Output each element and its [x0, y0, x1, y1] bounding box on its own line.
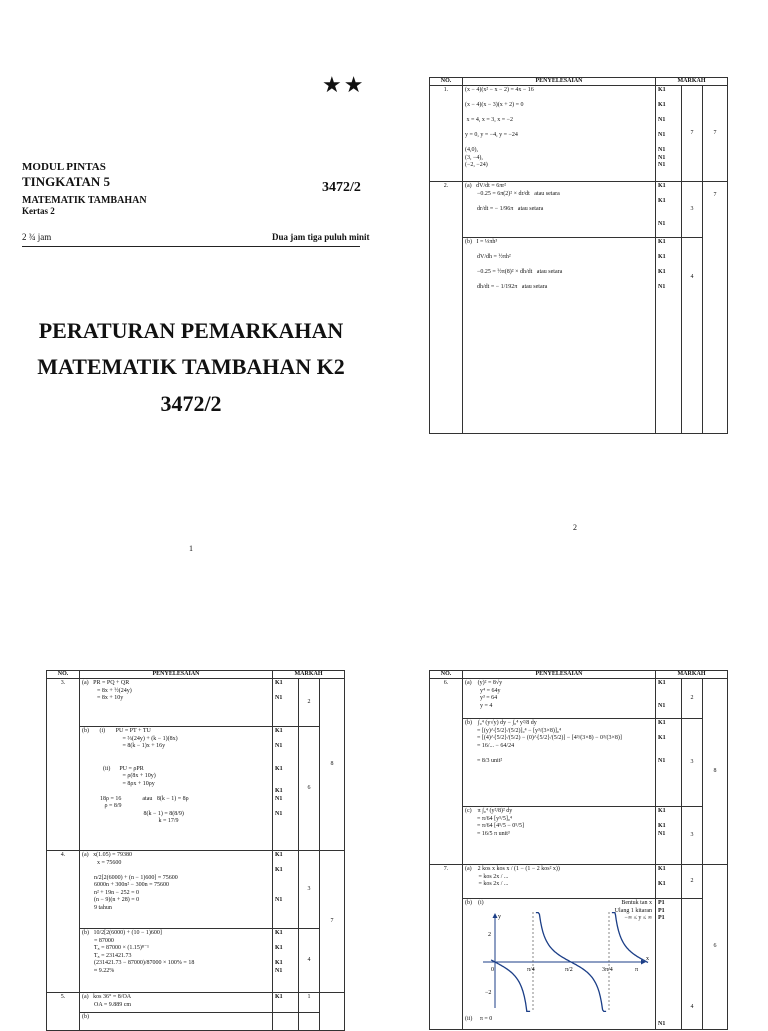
- mark-codes: K1 K1 N1: [656, 182, 682, 238]
- solution-cell: (b) 10/2[2(6000) + (10 − 1)600] = 87000 T₈ = 87000 × (1.15)⁸⁻¹ T₈ = 231421.73 (231421.73 − 87000)/87000 × 100% = 18 ≈ 9.22%: [80, 929, 273, 993]
- duration-long: Dua jam tiga puluh minit: [272, 232, 370, 242]
- solution-cell: (a) kos 36° = 8/OA OA = 9.889 cm: [80, 993, 273, 1013]
- header-marks: MARKAH: [656, 78, 728, 86]
- sub-total: 4: [299, 929, 320, 993]
- question-number: 6.: [430, 679, 463, 865]
- subject-name: MATEMATIK TAMBAHAN: [22, 195, 147, 206]
- table-row: [430, 899, 728, 1030]
- x-axis-label: x: [646, 955, 649, 962]
- question-number: 5.: [47, 993, 80, 1031]
- table-row: [47, 993, 345, 1013]
- marking-table-page4: [429, 670, 728, 1030]
- solution-part-ii: (ii) π = 0: [465, 1015, 493, 1022]
- x-tick-label: π/4: [527, 966, 535, 973]
- paper-number: Kertas 2: [22, 206, 55, 216]
- mark-codes: K1 N1: [273, 679, 299, 727]
- question-number: 4.: [47, 851, 80, 993]
- table-row: [430, 238, 728, 434]
- table-row: [430, 865, 728, 899]
- header-marks: MARKAH: [656, 671, 728, 679]
- mark-codes: K1 K1 N1: [656, 719, 682, 807]
- solution-cell: (b): [80, 1013, 273, 1031]
- sub-total: 2: [682, 865, 703, 899]
- tan-curve-left: [491, 959, 530, 1011]
- cover-title-line1: PERATURAN PEMARKAHAN: [38, 318, 344, 343]
- table-row: [430, 679, 728, 719]
- solution-cell: (a) dV/dt = 6πr² −0.25 = 6π(2)² × dr/dt atau setara dr/dt = − 1/96π atau setara: [463, 182, 656, 238]
- mark-codes: K1: [273, 993, 299, 1013]
- table-row: [47, 1013, 345, 1031]
- solution-cell: (b) I = ⅓πh³ dV/dh = ½πh² −0.25 = ½π(8)² × dh/dt atau setara dh/dt = − 1/192π atau setara: [463, 238, 656, 434]
- sub-total: 3: [682, 719, 703, 807]
- header-no: NO.: [47, 671, 80, 679]
- table-row: [47, 929, 345, 993]
- graph-notes: Bentuk tan x Ulang 1 kitaran −∞ ≤ y ≤ ∞: [614, 900, 652, 921]
- question-total: 7: [320, 851, 345, 993]
- x-tick-label: π/2: [565, 966, 573, 973]
- solution-cell: (a) PR = PQ + QR = 8x + ½(24y) = 8x + 10y: [80, 679, 273, 727]
- sub-total: 1: [299, 993, 320, 1013]
- star-rating: ★★: [322, 72, 366, 97]
- x-tick-label: 0: [491, 966, 494, 973]
- solution-label: (b) (i): [465, 900, 484, 906]
- form-level: TINGKATAN 5: [22, 174, 110, 189]
- mark-codes-top: P1 P1 P1: [658, 900, 665, 921]
- divider-line: [22, 246, 360, 247]
- sub-total: 2: [682, 679, 703, 719]
- question-total: 7: [703, 86, 728, 182]
- sub-total: 3: [299, 851, 320, 929]
- marking-table-page2: [429, 77, 728, 434]
- solution-cell: (x − 4)(x² − x − 2) = 4x − 16 (x − 4)(x − 3)(x + 2) = 0 x = 4, x = 3, x = −2 y = 0, y = −4, y = −24 (4,0), (3, −4), (−2, −24): [463, 86, 656, 182]
- sub-total: 3: [682, 807, 703, 865]
- solution-cell: (a) x(1.05) = 79380 x = 75600 n/2[2(6000) + (n − 1)600] = 75600 6000n + 300n² − 300n = 75600 n² + 19n − 252 = 0 (n − 9)(n + 28) = 0 9 tahun: [80, 851, 273, 929]
- question-number: 1.: [430, 86, 463, 182]
- question-total: 7: [703, 182, 728, 434]
- header-no: NO.: [430, 671, 463, 679]
- solution-cell: (a) (y)² = 8√y y⁴ = 64y y³ = 64 y = 4: [463, 679, 656, 719]
- y-axis-label: y: [498, 913, 501, 920]
- sub-total: 6: [299, 727, 320, 851]
- question-number: 7.: [430, 865, 463, 1030]
- question-total: 8: [703, 679, 728, 865]
- page-number: 1: [189, 544, 193, 553]
- solution-cell: (b) ∫₀⁴ (y√y) dy − ∫₀⁴ y²/8 dy = [(y)^{5/2}/(5/2)]₀⁴ − [y³/(3×8)]₀⁴ = [(4)^{5/2}/(5/2) − (0)^{5/2}/(5/2)] − [4³/(3×8) − 0³/(3×8)] = 16/... − 64/24 = 8/3 unit²: [463, 719, 656, 807]
- solution-cell: (a) 2 kos x kos x / (1 − (1 − 2 kos² x)) = kos 2x / ... = kos 2x / ...: [463, 865, 656, 899]
- table-row: [430, 182, 728, 238]
- paper-code: 3472/2: [322, 180, 361, 195]
- mark-codes: K1 N1 K1 K1 N1 N1: [273, 727, 299, 851]
- table-row: [430, 86, 728, 182]
- mark-codes: K1 N1: [656, 679, 682, 719]
- solution-cell: (b) (i) PU = PT + TU = ⅔(24y) + (k − 1)(8x) = 8(k − 1)x + 16y (ii) PU = ρPR = ρ(8x + 10y) = 8ρx + 10ρy 18ρ = 16 atau 8(k − 1) = 8ρ ρ = 8/9 8(k − 1) = 8(8/9) k = 17/9: [80, 727, 273, 851]
- module-name: MODUL PINTAS: [22, 161, 106, 173]
- mark-codes: K1 K1 K1 N1: [273, 929, 299, 993]
- header-marks: MARKAH: [273, 671, 345, 679]
- duration-short: 2 ¾ jam: [22, 232, 52, 242]
- table-row: [47, 727, 345, 851]
- mark-codes: K1 K1 N1: [656, 807, 682, 865]
- sub-total: [299, 1013, 320, 1031]
- header-no: NO.: [430, 78, 463, 86]
- question-total: 8: [320, 679, 345, 851]
- solution-cell: (c) π ∫₀⁴ (y²/8)² dy = π/64 [y⁵/5]₀⁴ = π/64 [4⁵/5 − 0⁵/5] = 16/5 π unit³: [463, 807, 656, 865]
- x-tick-label: 3π/4: [602, 966, 613, 973]
- y-tick-label: −2: [485, 989, 492, 996]
- question-number: 3.: [47, 679, 80, 851]
- mark-codes: K1 K1 N1: [273, 851, 299, 929]
- sub-total: 4: [682, 238, 703, 434]
- mark-codes: [656, 899, 682, 1030]
- mark-codes: K1 K1 K1 N1: [656, 238, 682, 434]
- page-number: 2: [573, 523, 577, 532]
- tan-graph: [465, 908, 651, 1016]
- sub-total: 4: [682, 899, 703, 1030]
- cover-title-line2: MATEMATIK TAMBAHAN K2: [37, 354, 345, 379]
- question-number: 2.: [430, 182, 463, 434]
- question-total: [320, 993, 345, 1031]
- table-row: [430, 807, 728, 865]
- mark-code-n1: N1: [658, 1020, 666, 1027]
- header-solution: PENYELESAIAN: [463, 78, 656, 86]
- question-total: 6: [703, 865, 728, 1030]
- solution-cell: [463, 899, 656, 1030]
- mark-codes: K1 K1 N1 N1 N1 N1 N1: [656, 86, 682, 182]
- mark-codes: [273, 1013, 299, 1031]
- header-solution: PENYELESAIAN: [80, 671, 273, 679]
- table-row: [430, 719, 728, 807]
- sub-total: 3: [682, 182, 703, 238]
- x-tick-label: π: [635, 966, 639, 973]
- sub-total: 7: [682, 86, 703, 182]
- cover-title-code: 3472/2: [160, 391, 222, 416]
- table-row: [47, 679, 345, 727]
- header-solution: PENYELESAIAN: [463, 671, 656, 679]
- mark-codes: K1 K1: [656, 865, 682, 899]
- sub-total: 2: [299, 679, 320, 727]
- y-tick-label: 2: [488, 931, 491, 938]
- table-row: [47, 851, 345, 929]
- marking-table-page3: [46, 670, 345, 1031]
